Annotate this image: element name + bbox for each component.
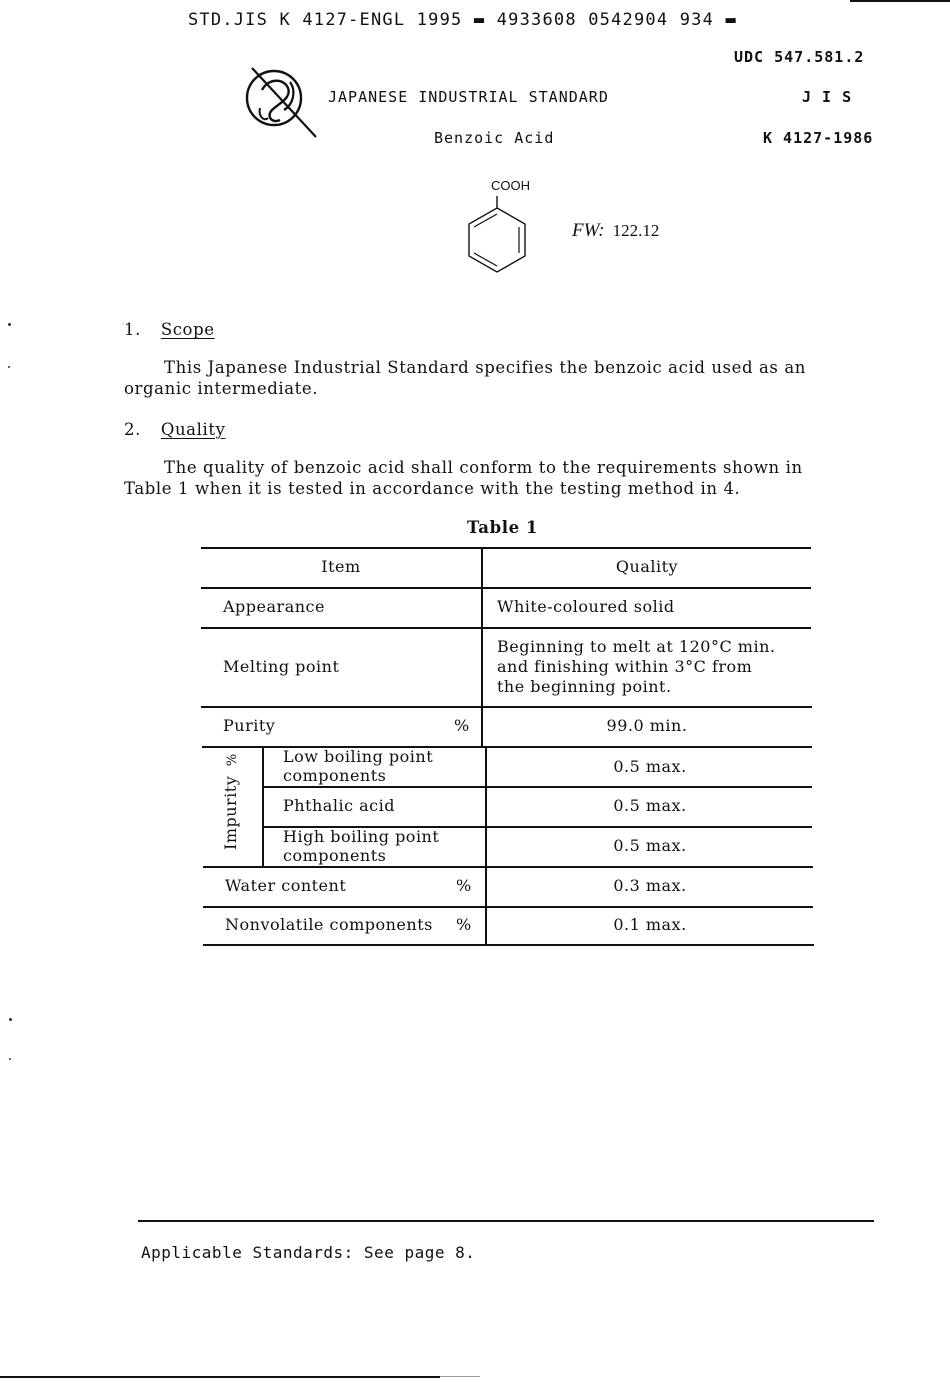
footnote-rule (138, 1220, 874, 1222)
fw-value: 122.12 (612, 221, 660, 240)
table-cell-unit: % (454, 716, 470, 735)
table-rule-header (201, 587, 811, 589)
impurity-item-line: Phthalic acid (283, 796, 395, 815)
top-border (850, 0, 950, 2)
scan-speck (9, 1058, 11, 1060)
table-cell-unit: % (456, 915, 472, 934)
table-rule (203, 866, 813, 868)
table-rule-top (201, 547, 811, 549)
impurity-group-label (221, 753, 240, 850)
formula-weight (572, 220, 659, 242)
table-cell-item: Purity (223, 716, 276, 735)
table-cell-quality: 0.5 max. (613, 836, 687, 855)
table-header-quality: Quality (615, 557, 679, 576)
impurity-item-line: components (283, 846, 387, 865)
impurity-unit: % (225, 753, 240, 767)
standard-title: JAPANESE INDUSTRIAL STANDARD (328, 88, 609, 106)
section-1-text-line: This Japanese Industrial Standard specifies the benzoic acid used as an (164, 358, 807, 377)
section-title: Quality (160, 420, 226, 439)
section-2-text-line: Table 1 when it is tested in accordance with the testing method in 4. (124, 479, 741, 498)
table-cell-quality-line: and finishing within 3°C from (497, 657, 753, 676)
table-cell-unit: % (456, 876, 472, 895)
table-cell-quality: 0.5 max. (613, 796, 687, 815)
table-rule-bottom (203, 944, 814, 946)
section-title: Scope (160, 320, 215, 339)
bottom-border (0, 1376, 440, 1378)
jis-logo (238, 60, 320, 140)
table-cell-quality: 0.3 max. (613, 876, 687, 895)
table-rule (201, 627, 811, 629)
bottom-border-dashed (440, 1376, 480, 1377)
section-1-text-line: organic intermediate. (124, 379, 319, 398)
document-number: K 4127-1986 (763, 129, 874, 147)
impurity-item-line: components (283, 766, 387, 785)
scan-speck (8, 366, 10, 368)
scan-speck (8, 323, 11, 326)
table-cell-item: Melting point (223, 657, 340, 676)
section-number: 2. (124, 420, 141, 439)
table-rule-impurity (263, 786, 812, 788)
scan-header: STD.JIS K 4127-ENGL 1995 ▬ 4933608 0542904 934 ▬ (188, 10, 737, 30)
table-cell-quality: 0.5 max. (613, 757, 687, 776)
jis-mark: J I S (802, 88, 853, 106)
document-title: Benzoic Acid (434, 129, 555, 147)
table-rule (203, 906, 813, 908)
fw-label: FW: (572, 220, 605, 241)
scan-speck (9, 1018, 12, 1021)
udc-number: UDC 547.581.2 (734, 48, 865, 66)
section-2-heading (124, 420, 226, 439)
table-cell-quality: 99.0 min. (606, 716, 688, 735)
footnote-text: Applicable Standards: See page 8. (141, 1243, 476, 1262)
table-cell-item: Appearance (223, 597, 325, 616)
table-caption: Table 1 (467, 518, 539, 537)
benzene-ring-diagram (462, 194, 532, 276)
table-cell-quality: White-coloured solid (497, 597, 675, 616)
table-cell-item: Water content (225, 876, 347, 895)
section-1-heading (124, 320, 215, 339)
table-cell-quality-line: Beginning to melt at 120°C min. (497, 637, 776, 656)
impurity-item-line: High boiling point (283, 827, 440, 846)
table-header-item: Item (321, 557, 361, 576)
table-rule (201, 706, 812, 708)
impurity-group-divider (262, 747, 264, 866)
section-2-text-line: The quality of benzoic acid shall conform to the requirements shown in (164, 458, 803, 477)
table-cell-quality-line: the beginning point. (497, 677, 672, 696)
impurity-label-text: Impurity (221, 775, 240, 850)
table-cell-item: Nonvolatile components (225, 915, 433, 934)
section-number: 1. (124, 320, 141, 339)
table-cell-quality: 0.1 max. (613, 915, 687, 934)
impurity-item-line: Low boiling point (283, 747, 434, 766)
formula-group-label: COOH (491, 178, 530, 193)
